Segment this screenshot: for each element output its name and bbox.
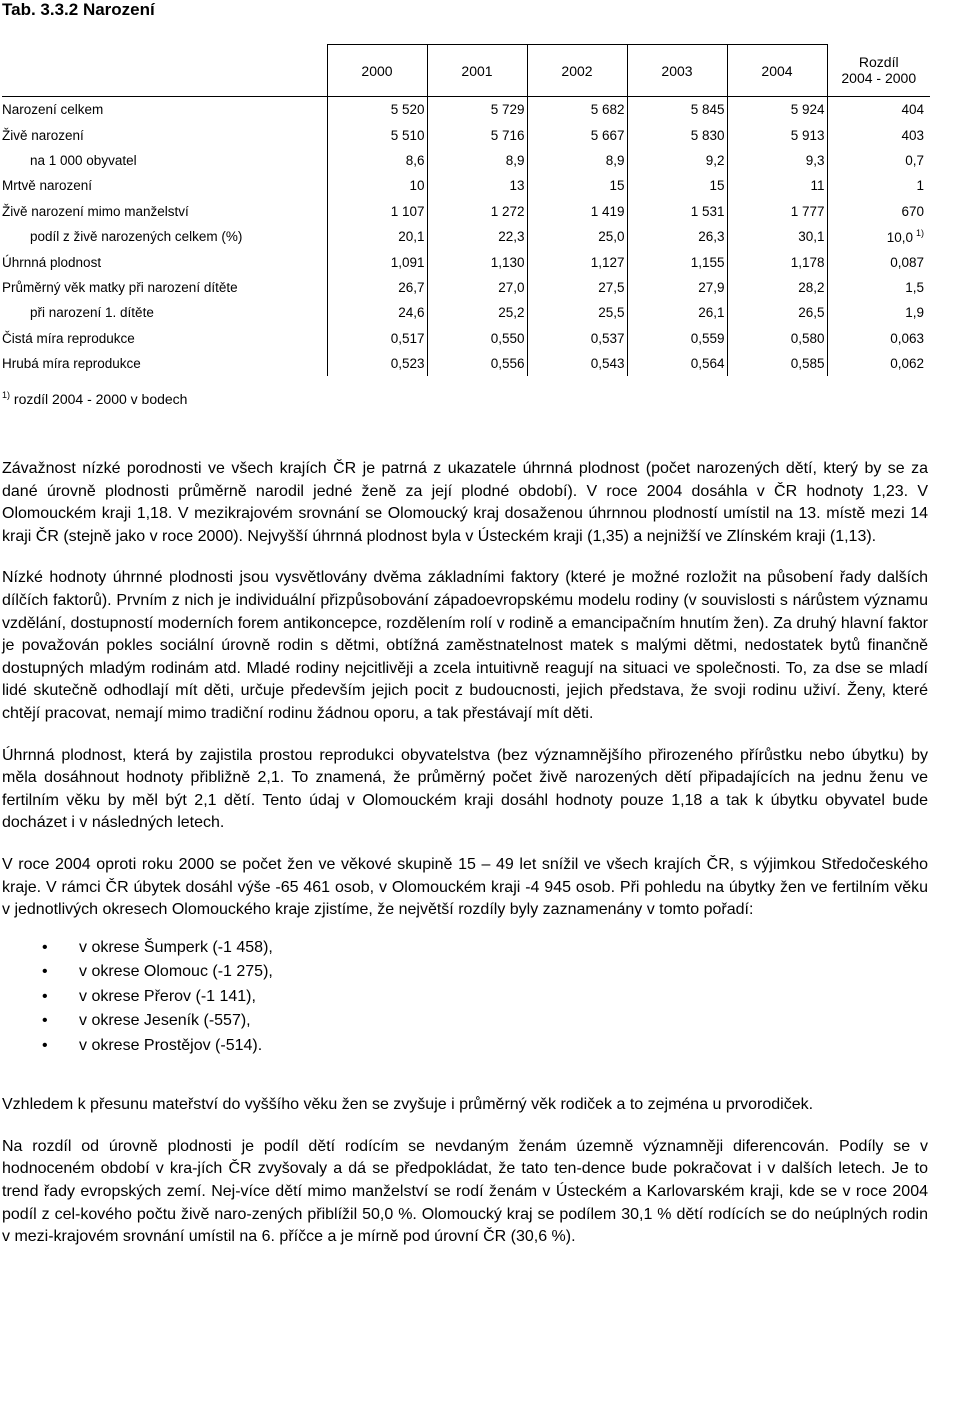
bullet-icon: •	[42, 987, 48, 1005]
difference-cell	[827, 122, 930, 147]
list-item-text: v okrese Olomouc (-1 275),	[79, 963, 273, 981]
list-item	[2, 1034, 928, 1059]
table-cell: 5 667	[527, 122, 627, 147]
row-label: podíl z živě narozených celkem (%)	[2, 224, 327, 249]
difference-value: 10,0	[886, 230, 913, 246]
table-cell: 5 913	[727, 122, 827, 147]
table-title: Tab. 3.3.2 Narození	[2, 0, 155, 19]
header-difference-line1: Rozdíl	[858, 54, 899, 71]
table-cell: 5 924	[727, 97, 827, 123]
header-label-cell	[2, 45, 327, 97]
difference-value: 1	[916, 178, 924, 194]
row-label: Mrtvě narození	[2, 173, 327, 198]
difference-value: 0,063	[890, 330, 924, 346]
table-cell: 1 531	[627, 199, 727, 224]
table-cell: 8,6	[327, 148, 427, 173]
table-cell: 1 272	[427, 199, 527, 224]
footnote-text: rozdíl 2004 - 2000 v bodech	[13, 391, 188, 407]
difference-cell	[827, 148, 930, 173]
table-header-row	[2, 45, 930, 97]
table-cell: 13	[427, 173, 527, 198]
list-item-text: v okrese Prostějov (-514).	[79, 1036, 263, 1054]
table-cell: 25,5	[527, 300, 627, 325]
table-cell: 5 520	[327, 97, 427, 123]
table-cell: 26,7	[327, 275, 427, 300]
difference-value: 1,9	[905, 305, 924, 321]
table-cell: 1,178	[727, 249, 827, 274]
table-row	[2, 173, 930, 198]
table-cell: 1,127	[527, 249, 627, 274]
row-label: Živě narození mimo manželství	[2, 199, 327, 224]
paragraph: Na rozdíl od úrovně plodnosti je podíl dětí rodícím se nevdaným ženám územně významněji diferencován. Podíly se v hodnoceném období v kra-jích ČR zvyšovaly a dá se předpokládat, že tato ten-dence bude pokračovat i v dalších letech. Je to trend řady evropských zemí. Nej-více dětí mimo manželství se rodí ženám v Ústeckém a Karlovarském kraji, kde se v roce 2004 podíl z cel-kového počtu živě naro-zených přiblížil 50,0 %. Olomoucký kraj se podílem 30,1 % dětí rodících se do neúplných rodin v mezi-krajovém srovnání umístil na 6. příčce a je mírně pod úrovní ČR (30,6 %).	[2, 1137, 928, 1246]
table-cell: 5 845	[627, 97, 727, 123]
bullet-icon: •	[42, 938, 48, 956]
births-table	[2, 44, 930, 376]
row-label: Hrubá míra reprodukce	[2, 351, 327, 376]
table-cell: 28,2	[727, 275, 827, 300]
table-cell: 25,0	[527, 224, 627, 249]
difference-value: 0,7	[905, 152, 924, 168]
list-item-text: v okrese Šumperk (-1 458),	[79, 938, 273, 956]
difference-value: 0,087	[890, 254, 924, 270]
difference-cell	[827, 173, 930, 198]
table-row	[2, 122, 930, 147]
header-year: 2003	[627, 45, 727, 97]
difference-value: 0,062	[890, 356, 924, 372]
table-row	[2, 199, 930, 224]
difference-cell	[827, 351, 930, 376]
table-cell: 10	[327, 173, 427, 198]
footnote-mark: 1)	[2, 390, 11, 400]
table-cell: 15	[527, 173, 627, 198]
difference-value: 670	[901, 203, 924, 219]
row-label: Úhrnná plodnost	[2, 249, 327, 274]
header-year: 2002	[527, 45, 627, 97]
table-row	[2, 326, 930, 351]
row-label: Čistá míra reprodukce	[2, 326, 327, 351]
list-item	[2, 960, 928, 985]
table-cell: 20,1	[327, 224, 427, 249]
district-list	[2, 936, 928, 1059]
table-footnote	[2, 390, 187, 407]
paragraph: Vzhledem k přesunu mateřství do vyššího věku žen se zvyšuje i průměrný věk rodiček a to zejména u prvorodiček.	[2, 1096, 814, 1114]
table-cell: 27,5	[527, 275, 627, 300]
table-cell: 26,1	[627, 300, 727, 325]
table-cell: 0,523	[327, 351, 427, 376]
paragraph: V roce 2004 oproti roku 2000 se počet žen ve věkové skupině 15 – 49 let snížil ve všech krajích ČR, s výjimkou Středočeského kraje. V rámci ČR úbytek dosáhl výše -65 461 osob, v Olomouckém kraji -4 945 osob. Při pohledu na úbytky žen ve fertilním věku v jednotlivých okresech Olomouckého kraje zjistíme, že největší rozdíly byly zaznamenány v tomto pořadí:	[2, 855, 928, 919]
list-item-text: v okrese Přerov (-1 141),	[79, 987, 256, 1005]
header-difference	[827, 45, 930, 97]
table-cell: 5 682	[527, 97, 627, 123]
header-year: 2004	[727, 45, 827, 97]
body-text	[2, 458, 928, 1268]
table-cell: 5 830	[627, 122, 727, 147]
table-cell: 0,543	[527, 351, 627, 376]
footnote-ref: 1)	[915, 228, 924, 239]
table-cell: 1,155	[627, 249, 727, 274]
table-row	[2, 97, 930, 123]
difference-cell	[827, 224, 930, 249]
difference-value: 1,5	[905, 279, 924, 295]
table-cell: 26,3	[627, 224, 727, 249]
table-cell: 0,564	[627, 351, 727, 376]
difference-cell	[827, 97, 930, 123]
bullet-icon: •	[42, 1036, 48, 1054]
table-cell: 9,3	[727, 148, 827, 173]
table-cell: 27,9	[627, 275, 727, 300]
paragraph: Závažnost nízké porodnosti ve všech krajích ČR je patrná z ukazatele úhrnná plodnost (počet narozených dětí, který by se za dané úrovně plodnosti průměrně narodil jedné ženě za její plodné období). V roce 2004 dosáhla v ČR hodnoty 1,23. V Olomouckém kraji 1,18. V mezikrajovém srovnání se Olomoucký kraj dosaženou úhrnnou plodností umístil na 13. místě mezi 14 kraji ČR (stejně jako v roce 2000). Nejvyšší úhrnná plodnost byla v Ústeckém kraji (1,35) a nejnižší ve Zlínském kraji (1,13).	[2, 460, 928, 545]
table-cell: 1 777	[727, 199, 827, 224]
difference-cell	[827, 326, 930, 351]
table-cell: 0,580	[727, 326, 827, 351]
table-cell: 30,1	[727, 224, 827, 249]
header-year: 2000	[327, 45, 427, 97]
row-label: Živě narození	[2, 122, 327, 147]
table-cell: 27,0	[427, 275, 527, 300]
table-cell: 1,091	[327, 249, 427, 274]
table-cell: 5 510	[327, 122, 427, 147]
table-cell: 25,2	[427, 300, 527, 325]
table-cell: 5 729	[427, 97, 527, 123]
table-row	[2, 224, 930, 249]
row-label: při narození 1. dítěte	[2, 300, 327, 325]
table-cell: 0,556	[427, 351, 527, 376]
list-item-text: v okrese Jeseník (-557),	[79, 1012, 251, 1030]
table-cell: 1,130	[427, 249, 527, 274]
table-cell: 15	[627, 173, 727, 198]
table-cell: 5 716	[427, 122, 527, 147]
table-cell: 8,9	[427, 148, 527, 173]
list-item	[2, 936, 928, 961]
difference-value: 404	[901, 102, 924, 118]
table-cell: 8,9	[527, 148, 627, 173]
difference-cell	[827, 249, 930, 274]
table-row	[2, 275, 930, 300]
table-cell: 26,5	[727, 300, 827, 325]
difference-cell	[827, 275, 930, 300]
table-cell: 0,585	[727, 351, 827, 376]
table-cell: 22,3	[427, 224, 527, 249]
row-label: Narození celkem	[2, 97, 327, 123]
table-row	[2, 249, 930, 274]
list-item	[2, 985, 928, 1010]
table-row	[2, 148, 930, 173]
paragraph: Nízké hodnoty úhrnné plodnosti jsou vysvětlovány dvěma základními faktory (které je možné rozložit na působení řady dalších dílčích faktorů). Prvním z nich je individuální přizpůsobování západoevropskému modelu rodiny (v souvislosti s nárůstem významu vzdělání, dostupností moderních forem antikoncepce, rozdělením rolí v rodině a emancipačním hnutím žen). Za druhý hlavní faktor je považován pokles sociální úrovně rodin s dětmi, obtížná zaměstnatelnost matek s malými dětmi, nedostatek bytů finančně dostupných mladým rodinám atd. Mladé rodiny nejcitlivěji a zcela intuitivně reagují na situaci ve společnosti. To, za dse se mladí lidé skutečně odhodlají mít děti, určuje především jejich pocit z budoucnosti, jejich představa, že svoji rodinu uživí. Ženy, které chtějí pracovat, nemají mimo tradiční rodinu žádnou oporu, a tak přestávají mít děti.	[2, 569, 928, 722]
bullet-icon: •	[42, 963, 48, 981]
table-cell: 0,537	[527, 326, 627, 351]
table-cell: 11	[727, 173, 827, 198]
bullet-icon: •	[42, 1012, 48, 1030]
table-row	[2, 300, 930, 325]
table-cell: 1 419	[527, 199, 627, 224]
list-item	[2, 1009, 928, 1034]
difference-value: 403	[901, 127, 924, 143]
table-cell: 24,6	[327, 300, 427, 325]
difference-cell	[827, 199, 930, 224]
table-body	[2, 97, 930, 377]
difference-cell	[827, 300, 930, 325]
paragraph: Úhrnná plodnost, která by zajistila prostou reprodukci obyvatelstva (bez významnějšího přirozeného přírůstku nebo úbytku) by měla dosáhnout hodnoty přibližně 2,1. To znamená, že průměrný počet živě narozených dětí připadajících na jednu ženu ve fertilním věku by měl být 2,1 dětí. Tento údaj v Olomouckém kraji dosáhl hodnoty pouze 1,18 a tak k úbytku obyvatel bude docházet i v následných letech.	[2, 746, 928, 832]
row-label: na 1 000 obyvatel	[2, 148, 327, 173]
table-row	[2, 351, 930, 376]
table-cell: 0,517	[327, 326, 427, 351]
header-year: 2001	[427, 45, 527, 97]
table-cell: 1 107	[327, 199, 427, 224]
table-cell: 9,2	[627, 148, 727, 173]
header-difference-line2: 2004 - 2000	[841, 70, 917, 87]
table-cell: 0,559	[627, 326, 727, 351]
table-cell: 0,550	[427, 326, 527, 351]
row-label: Průměrný věk matky při narození dítěte	[2, 275, 327, 300]
